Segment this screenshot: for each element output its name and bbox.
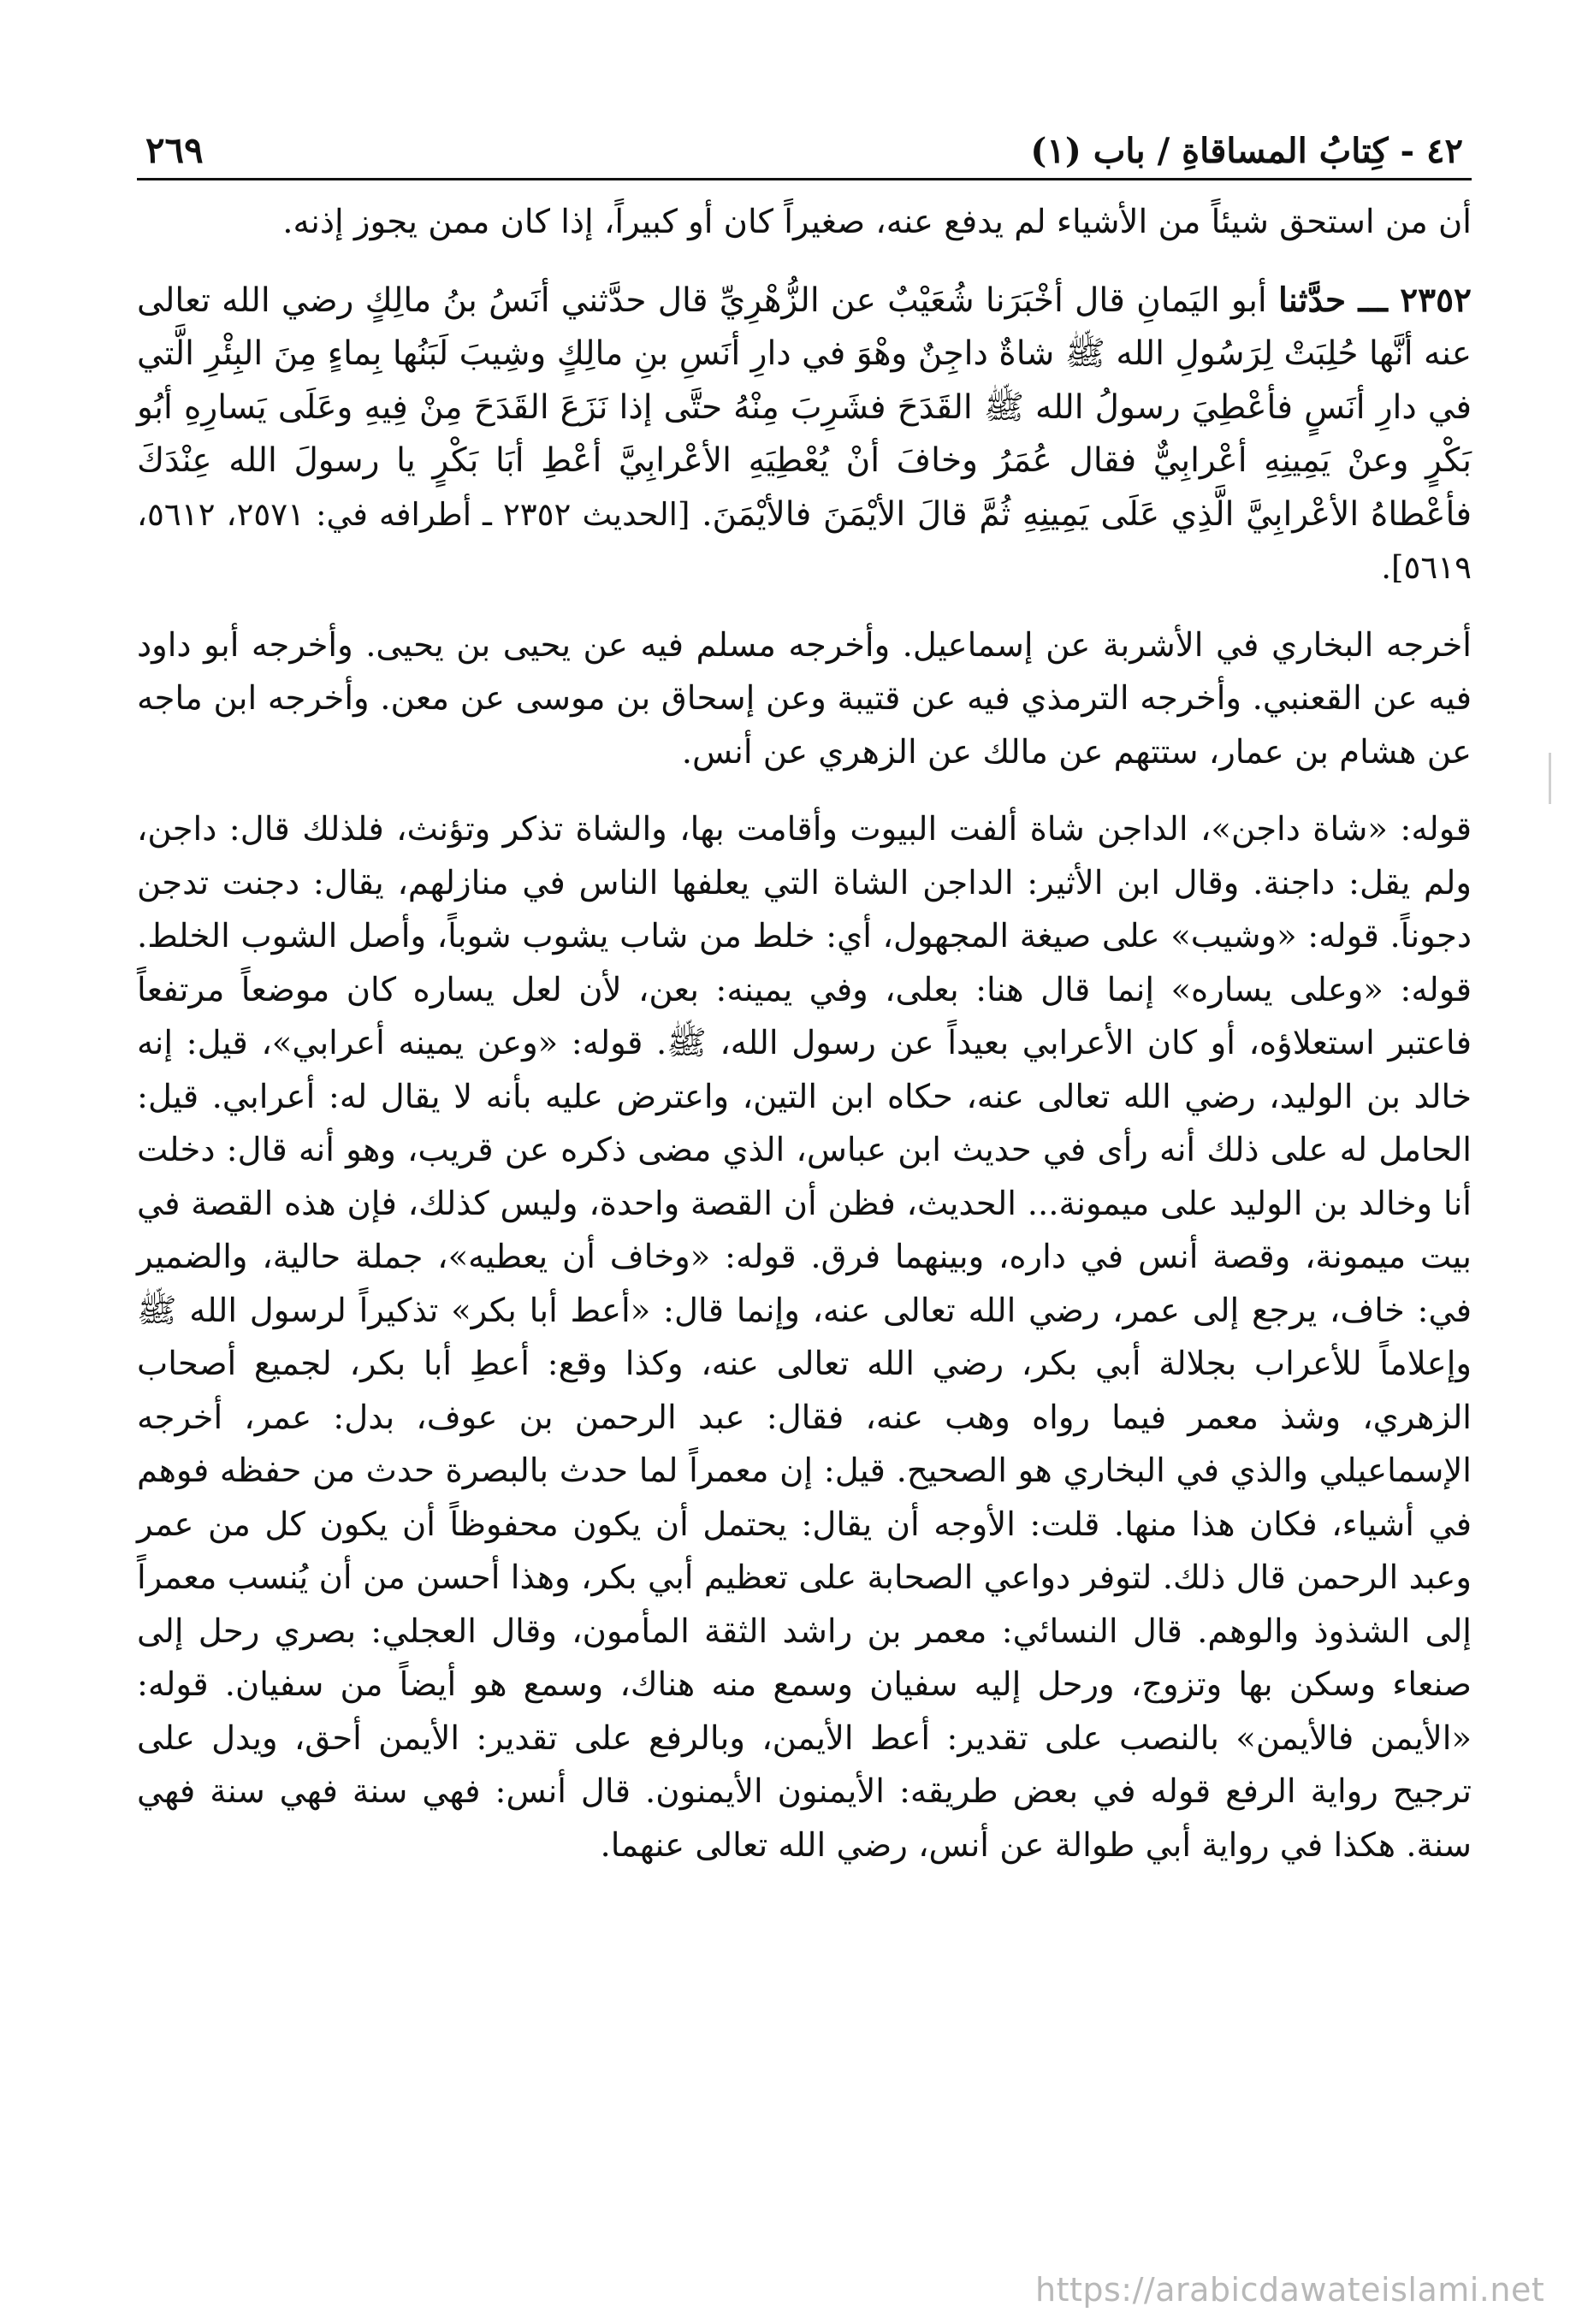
hadith-number: ٢٣٥٢ ـــ حدَّثنا bbox=[1278, 280, 1472, 320]
running-head bbox=[137, 103, 1472, 180]
scan-margin-mark bbox=[1549, 753, 1551, 804]
commentary-paragraph: قوله: «شاة داجن»، الداجن شاة ألفت البيوت وأقامت بها، والشاة تذكر وتؤنث، فلذلك قال: داجن، ولم يقل: داجنة. وقال ابن الأثير: الداجن الشاة التي يعلفها الناس في منازلهم، يقال: دجنت تدجن دجوناً. قوله: «وشيب» على صيغة المجهول، أي: خلط من شاب يشوب شوباً، وأصل الشوب الخلط. قوله: «وعلى يساره» إنما قال هنا: بعلى، وفي يمينه: بعن، لأن لعل يساره كان موضعاً مرتفعاً فاعتبر استعلاؤه، أو كان الأعرابي بعيداً عن رسول الله، ﷺ. قوله: «وعن يمينه أعرابي»، قيل: إنه خالد بن الوليد، رضي الله تعالى عنه، حكاه ابن التين، واعترض عليه بأنه لا يقال له: أعرابي. قيل: الحامل له على ذلك أنه رأى في حديث ابن عباس، الذي مضى ذكره عن قريب، وهو أنه قال: دخلت أنا وخالد بن الوليد على ميمونة... الحديث، فظن أن القصة واحدة، وليس كذلك، فإن هذه القصة في بيت ميمونة، وقصة أنس في داره، وبينهما فرق. قوله: «وخاف أن يعطيه»، جملة حالية، والضمير في: خاف، يرجع إلى عمر، رضي الله تعالى عنه، وإنما قال: «أعط أبا بكر» تذكيراً لرسول الله ﷺ وإعلاماً للأعراب بجلالة أبي بكر، رضي الله تعالى عنه، وكذا وقع: أعطِ أبا بكر، لجميع أصحاب الزهري، وشذ معمر فيما رواه وهب عنه، فقال: عبد الرحمن بن عوف، بدل: عمر، أخرجه الإسماعيلي والذي في البخاري هو الصحيح. قيل: إن معمراً لما حدث بالبصرة حدث من حفظه فوهم في أشياء، فكان هذا منها. قلت: الأوجه أن يقال: يحتمل أن يكون محفوظاً أن يكون كل من عمر وعبد الرحمن قال ذلك. لتوفر دواعي الصحابة على تعظيم أبي بكر، وهذا أحسن من أن يُنسب معمراً إلى الشذوذ والوهم. قال النسائي: معمر بن راشد الثقة المأمون، وقال العجلي: بصري رحل إلى صنعاء وسكن بها وتزوج، ورحل إليه سفيان وسمع منه هناك، وسمع هو أيضاً من سفيان. قوله: «الأيمن فالأيمن» بالنصب على تقدير: أعط الأيمن، وبالرفع على تقدير: الأيمن أحق، ويدل على ترجيح رواية الرفع قوله في بعض طريقه: الأيمنون الأيمنون. قال أنس: فهي سنة فهي سنة فهي سنة. هكذا في رواية أبي طوالة عن أنس، رضي الله تعالى عنهما. bbox=[137, 810, 1472, 1865]
intro-paragraph: أن من استحق شيئاً من الأشياء لم يدفع عنه، صغيراً كان أو كبيراً، إذا كان ممن يجوز إذنه. bbox=[282, 203, 1472, 241]
hadith-text: أبو اليَمانِ قال أخْبَرَنا شُعَيْبٌ عن الزُّهْرِيِّ قال حدَّثني أنَسُ بنُ مالِكٍ رضي الله تعالى عنه أنَّها حُلِبَتْ لِرَسُولِ الله ﷺ شاةٌ داجِنٌ وهْوَ في دارِ أنَسِ بنِ مالِكٍ وشِيبَ لَبَنُها بِماءٍ مِنَ البِئْرِ الَّتي في دارِ أنَسٍ فأعْطِيَ رسولُ الله ﷺ القَدَحَ فشَرِبَ مِنْهُ حتَّى إذا نَزَعَ القَدَحَ مِنْ فِيهِ وعَلَى يَسارِهِ أبُو بَكْرٍ وعنْ يَمِينِهِ أعْرابِيٌّ فقال عُمَرُ وخافَ أنْ يُعْطِيَهِ الأعْرابِيَّ أعْطِ أبَا بَكْرٍ يا رسولَ الله عِنْدَكَ فأعْطاهُ الأعْرابِيَّ الَّذِي عَلَى يَمِينِهِ ثُمَّ قالَ الأيْمَنَ فالأيْمَنَ. bbox=[137, 281, 1472, 534]
document-page bbox=[137, 103, 1472, 2224]
watermark-link[interactable]: https://arabicdawateislami.net bbox=[1035, 2271, 1545, 2309]
chapter-title: ٤٢ - كِتابُ المساقاةِ / باب (١) bbox=[1030, 131, 1463, 171]
page-number: ٢٦٩ bbox=[145, 129, 204, 171]
page-body bbox=[137, 196, 1472, 1872]
hadith-paragraph bbox=[137, 274, 1472, 595]
takhrij-paragraph: أخرجه البخاري في الأشربة عن إسماعيل. وأخرجه مسلم فيه عن يحيى بن يحيى. وأخرجه أبو داود فيه عن القعنبي. وأخرجه الترمذي فيه عن قتيبة وعن إسحاق بن موسى عن معن. وأخرجه ابن ماجه عن هشام بن عمار، ستتهم عن مالك عن الزهري عن أنس. bbox=[137, 625, 1472, 772]
hadith-reference: [الحديث ٢٣٥٢ ـ أطرافه في: ٢٥٧١، ٥٦١٢، ٥٦١٩]. bbox=[137, 495, 1472, 586]
